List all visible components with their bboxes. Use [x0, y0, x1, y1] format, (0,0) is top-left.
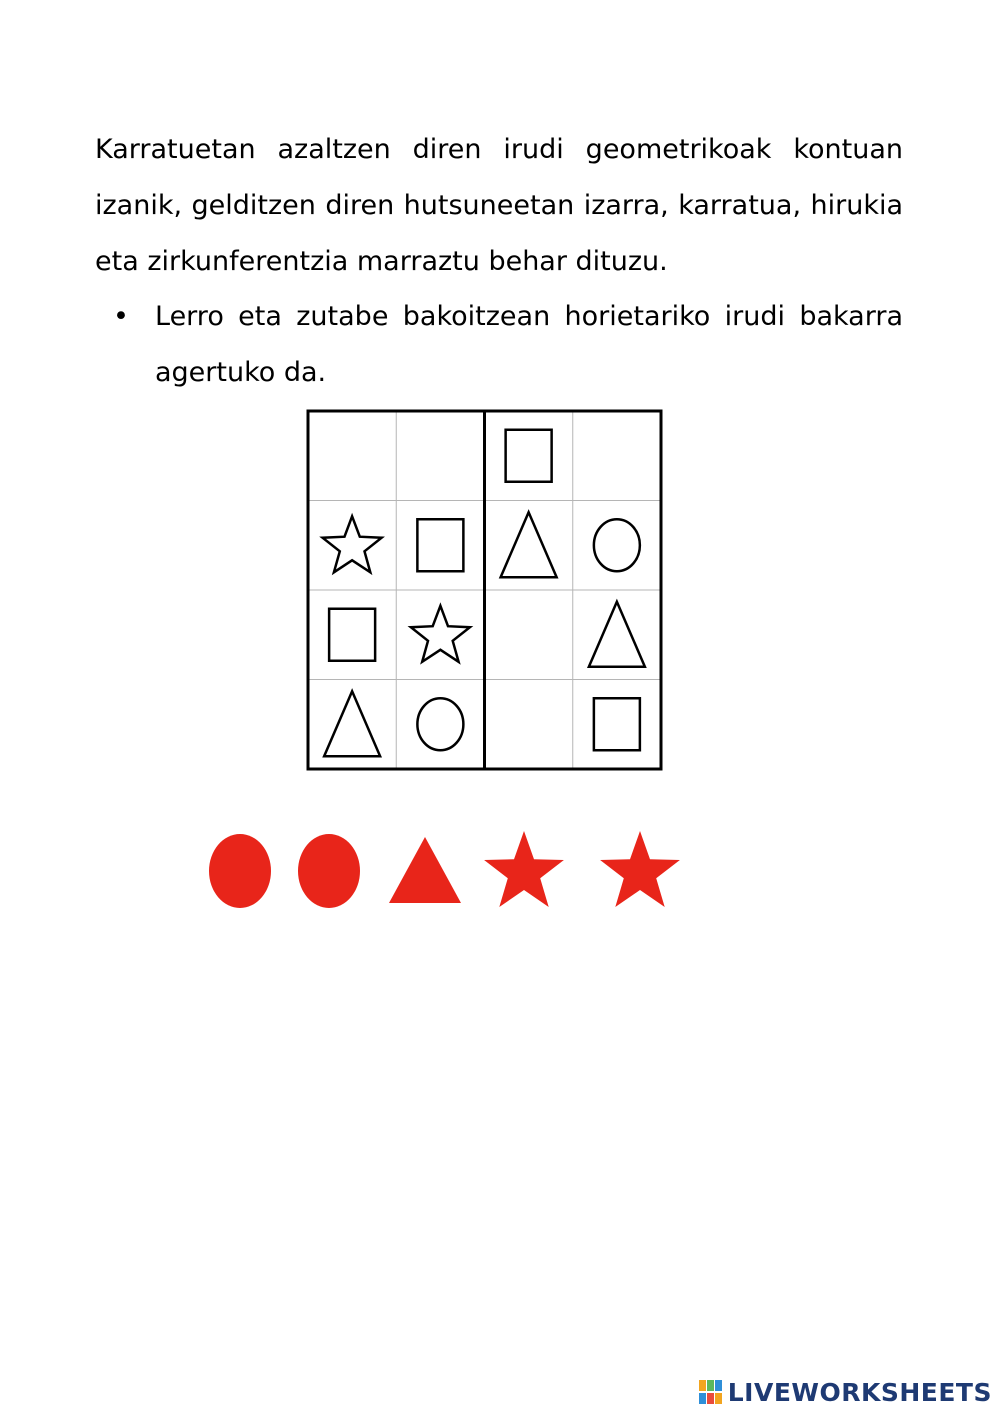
draggable-circle-icon[interactable]	[205, 828, 295, 918]
brand-name: LIVEWORKSHEETS	[727, 1377, 992, 1407]
triangle-icon	[501, 512, 557, 577]
triangle-icon	[589, 602, 645, 667]
instruction-paragraph	[95, 122, 903, 290]
shape-puzzle-grid	[306, 409, 663, 771]
draggable-circle-icon[interactable]	[294, 828, 384, 918]
liveworksheets-logo-icon	[698, 1379, 724, 1405]
triangle-icon	[324, 691, 380, 756]
instruction-text: Karratuetan azaltzen diren irudi geometrikoak kontuan izanik, gelditzen diren hutsuneetan izarra, karratua, hirukia eta zirkunferentzia marraztu behar dituzu.	[95, 134, 903, 277]
empty-cell[interactable]	[399, 414, 481, 498]
square-icon	[329, 609, 375, 661]
circle-icon	[417, 698, 463, 750]
square-icon	[417, 519, 463, 571]
empty-cell[interactable]	[576, 414, 658, 498]
draggable-star-icon[interactable]	[479, 828, 569, 918]
empty-cell[interactable]	[311, 414, 393, 498]
footer-brand	[698, 1377, 992, 1407]
bullet-text: Lerro eta zutabe bakoitzean horietariko irudi bakarra agertuko da.	[155, 301, 903, 388]
empty-cell[interactable]	[488, 593, 570, 677]
instruction-bullet	[95, 289, 903, 401]
star-icon	[323, 516, 382, 572]
draggable-triangle-icon[interactable]	[381, 828, 471, 918]
empty-cell[interactable]	[488, 683, 570, 767]
star-icon	[411, 606, 470, 662]
puzzle-grid-svg	[306, 409, 663, 771]
bullet-marker: •	[113, 301, 129, 332]
circle-icon	[594, 519, 640, 571]
square-icon	[506, 430, 552, 482]
square-icon	[594, 698, 640, 750]
draggable-star-icon[interactable]	[595, 828, 685, 918]
draggable-shapes-row	[205, 828, 685, 918]
